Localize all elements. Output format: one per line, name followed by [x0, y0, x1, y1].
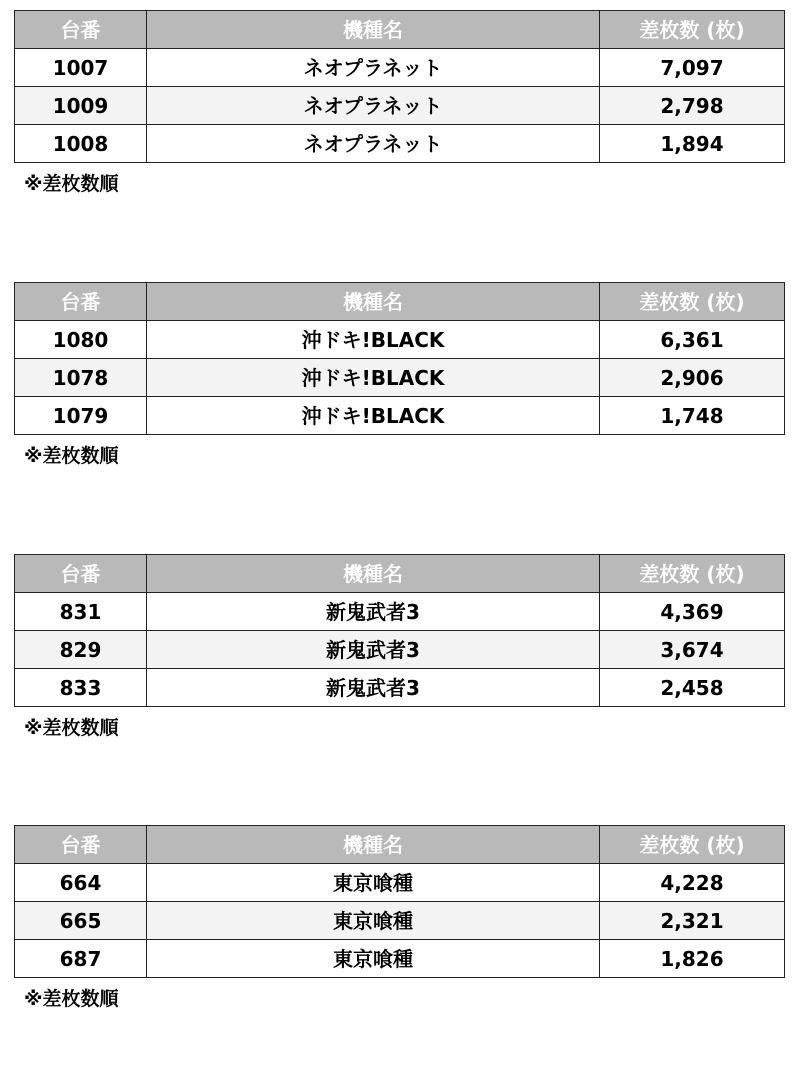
cell-model: 沖ドキ!BLACK [147, 397, 600, 435]
header-number: 台番 [15, 826, 147, 864]
table-row [15, 940, 785, 978]
cell-number: 831 [15, 593, 147, 631]
cell-diff: 1,894 [600, 125, 785, 163]
cell-model: 東京喰種 [147, 940, 600, 978]
cell-model: 新鬼武者3 [147, 593, 600, 631]
cell-diff: 3,674 [600, 631, 785, 669]
table-row [15, 669, 785, 707]
cell-number: 833 [15, 669, 147, 707]
cell-diff: 2,321 [600, 902, 785, 940]
header-diff: 差枚数 (枚) [600, 11, 785, 49]
cell-number: 829 [15, 631, 147, 669]
cell-number: 1079 [15, 397, 147, 435]
cell-number: 1007 [15, 49, 147, 87]
ranking-table [14, 10, 785, 163]
table-row [15, 397, 785, 435]
ranking-block-3 [14, 554, 784, 740]
cell-diff: 1,826 [600, 940, 785, 978]
cell-diff: 2,798 [600, 87, 785, 125]
sort-note: ※差枚数順 [24, 445, 119, 467]
cell-model: 東京喰種 [147, 902, 600, 940]
cell-number: 664 [15, 864, 147, 902]
table-row [15, 125, 785, 163]
header-row [15, 826, 785, 864]
cell-diff: 6,361 [600, 321, 785, 359]
sort-note: ※差枚数順 [24, 173, 119, 195]
cell-number: 1008 [15, 125, 147, 163]
table-row [15, 359, 785, 397]
table-row [15, 902, 785, 940]
cell-diff: 4,228 [600, 864, 785, 902]
table-row [15, 864, 785, 902]
cell-number: 1080 [15, 321, 147, 359]
cell-diff: 1,748 [600, 397, 785, 435]
ranking-table [14, 282, 785, 435]
sort-note: ※差枚数順 [24, 988, 119, 1010]
cell-model: 新鬼武者3 [147, 669, 600, 707]
cell-model: 沖ドキ!BLACK [147, 321, 600, 359]
header-model: 機種名 [147, 555, 600, 593]
header-row [15, 283, 785, 321]
sort-note: ※差枚数順 [24, 717, 119, 739]
ranking-block-2 [14, 282, 784, 468]
cell-model: 沖ドキ!BLACK [147, 359, 600, 397]
header-number: 台番 [15, 283, 147, 321]
ranking-block-1 [14, 10, 784, 196]
header-number: 台番 [15, 555, 147, 593]
cell-model: ネオプラネット [147, 87, 600, 125]
cell-number: 1009 [15, 87, 147, 125]
cell-number: 1078 [15, 359, 147, 397]
cell-number: 665 [15, 902, 147, 940]
header-diff: 差枚数 (枚) [600, 283, 785, 321]
cell-number: 687 [15, 940, 147, 978]
header-diff: 差枚数 (枚) [600, 555, 785, 593]
cell-diff: 7,097 [600, 49, 785, 87]
header-diff: 差枚数 (枚) [600, 826, 785, 864]
cell-diff: 2,458 [600, 669, 785, 707]
cell-diff: 2,906 [600, 359, 785, 397]
header-model: 機種名 [147, 283, 600, 321]
header-model: 機種名 [147, 11, 600, 49]
table-row [15, 87, 785, 125]
table-row [15, 321, 785, 359]
header-number: 台番 [15, 11, 147, 49]
cell-model: ネオプラネット [147, 49, 600, 87]
table-row [15, 631, 785, 669]
cell-diff: 4,369 [600, 593, 785, 631]
header-row [15, 555, 785, 593]
header-model: 機種名 [147, 826, 600, 864]
header-row [15, 11, 785, 49]
ranking-block-4 [14, 825, 784, 1011]
cell-model: 新鬼武者3 [147, 631, 600, 669]
ranking-table [14, 554, 785, 707]
cell-model: ネオプラネット [147, 125, 600, 163]
cell-model: 東京喰種 [147, 864, 600, 902]
ranking-table [14, 825, 785, 978]
table-row [15, 49, 785, 87]
table-row [15, 593, 785, 631]
